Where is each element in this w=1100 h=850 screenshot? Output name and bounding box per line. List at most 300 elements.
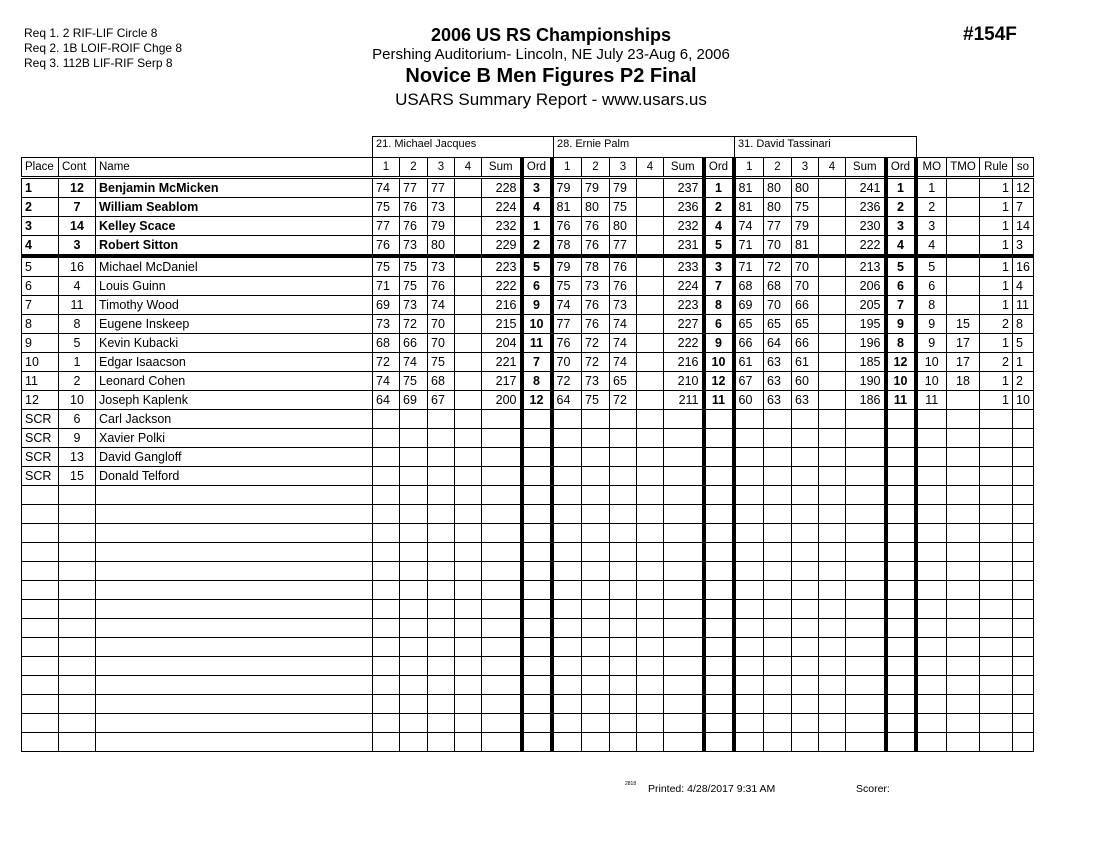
judge-1-score-2-cell: 69 — [400, 391, 428, 410]
judge-2-score-2-cell — [582, 562, 610, 581]
tmo-cell — [947, 695, 980, 714]
judge-1-score-1-cell — [373, 714, 400, 733]
judge-1-score-1-cell: 75 — [373, 256, 400, 277]
judge-3-score-2-cell — [764, 600, 792, 619]
judge-1-score-2-cell: 74 — [400, 353, 428, 372]
rule-cell — [980, 505, 1013, 524]
judge-1-score-3-cell: 67 — [428, 391, 455, 410]
skater-name-cell — [96, 562, 373, 581]
judge-2-score-1-cell — [552, 714, 582, 733]
skater-name-cell: Benjamin McMicken — [96, 178, 373, 198]
judge-1-score-3-cell — [428, 714, 455, 733]
place-cell — [22, 600, 59, 619]
tmo-cell: 17 — [947, 334, 980, 353]
judge-2-score-3-cell: 79 — [610, 178, 637, 198]
judge-1-score-4-cell — [455, 467, 482, 486]
judge-2-score-3-cell — [610, 581, 637, 600]
rule-cell — [980, 543, 1013, 562]
judge-3-sum-cell: 195 — [846, 315, 886, 334]
judge-1-ord-cell — [522, 410, 552, 429]
rule-cell — [980, 619, 1013, 638]
judge-1-score-2-cell — [400, 410, 428, 429]
place-cell: 12 — [22, 391, 59, 410]
judge-1-score-3-cell — [428, 467, 455, 486]
judge-3-ord-cell: 1 — [886, 178, 916, 198]
judge-3-score-1-cell — [734, 638, 764, 657]
judge-1-score-3-cell — [428, 657, 455, 676]
judge-3-ord-cell: 11 — [886, 391, 916, 410]
judge-1-score-2-cell — [400, 676, 428, 695]
judge-1-ord-cell: 5 — [522, 256, 552, 277]
judge-2-ord-cell — [704, 429, 734, 448]
judge-1-score-4-cell — [455, 410, 482, 429]
judge-2-score-1-cell — [552, 581, 582, 600]
judge-1-ord-cell: 6 — [522, 277, 552, 296]
judge-3-ord-cell — [886, 562, 916, 581]
judge-3-sum-cell: 185 — [846, 353, 886, 372]
skater-name-cell — [96, 505, 373, 524]
judge-1-ord-cell: 10 — [522, 315, 552, 334]
judge-1-score-1-cell: 74 — [373, 372, 400, 391]
judge-2-score-4-cell — [637, 714, 664, 733]
judge-3-ord-cell: 2 — [886, 198, 916, 217]
cont-cell — [59, 695, 96, 714]
so-cell — [1013, 524, 1034, 543]
judge-3-sum-cell — [846, 619, 886, 638]
judge-3-score-3-cell: 79 — [792, 217, 819, 236]
judge-3-ord-cell: 10 — [886, 372, 916, 391]
so-cell — [1013, 676, 1034, 695]
judge-2-ord-cell — [704, 505, 734, 524]
table-row — [22, 353, 1034, 372]
judge-1-score-3-cell — [428, 581, 455, 600]
rule-cell — [980, 448, 1013, 467]
skater-name-cell: Timothy Wood — [96, 296, 373, 315]
judge-2-score-1-cell — [552, 657, 582, 676]
judge-1-score-2-cell — [400, 505, 428, 524]
mo-cell — [916, 410, 947, 429]
judge-3-ord-cell: 5 — [886, 256, 916, 277]
judge-3-score-4-cell — [819, 198, 846, 217]
rule-cell: 2 — [980, 353, 1013, 372]
event-title: Novice B Men Figures P2 Final — [405, 65, 697, 87]
judge-3-score-2-cell: 70 — [764, 236, 792, 257]
judge-3-score-4-cell — [819, 676, 846, 695]
judge-1-sum-cell: 228 — [482, 178, 522, 198]
judge-2-score-3-cell: 75 — [610, 198, 637, 217]
judge-2-score-3-cell — [610, 600, 637, 619]
judge-2-score-1-cell: 75 — [552, 277, 582, 296]
skater-name-cell: Donald Telford — [96, 467, 373, 486]
judge-3-ord-cell — [886, 524, 916, 543]
judge-3-score-3-cell — [792, 733, 819, 752]
judge-2-score-4-cell — [637, 236, 664, 257]
judge-2-sum-cell — [664, 676, 704, 695]
rule-cell: 1 — [980, 296, 1013, 315]
judge-1-score-4-cell — [455, 657, 482, 676]
judge-1-score-4-cell — [455, 543, 482, 562]
judge-3-ord-cell — [886, 733, 916, 752]
cont-cell: 8 — [59, 315, 96, 334]
cont-cell — [59, 676, 96, 695]
judge-2-sum-cell — [664, 714, 704, 733]
judge-1-score-3-cell — [428, 543, 455, 562]
judge-1-score-1-cell — [373, 619, 400, 638]
table-row — [22, 256, 1034, 277]
judge-2-ord-cell — [704, 733, 734, 752]
judge-2-score-3-cell — [610, 562, 637, 581]
judge-2-score-4-cell — [637, 277, 664, 296]
rule-cell — [980, 714, 1013, 733]
skater-name-cell: Xavier Polki — [96, 429, 373, 448]
judge-1-ord-cell — [522, 733, 552, 752]
judge-3-ord-cell — [886, 657, 916, 676]
judge-1-score-1-cell: 77 — [373, 217, 400, 236]
judge-3-score-4-cell — [819, 217, 846, 236]
judge-2-score-2-cell: 80 — [582, 198, 610, 217]
judge-3-score-2-cell — [764, 733, 792, 752]
col-j1-s3: 3 — [428, 158, 455, 178]
judge-1-score-2-cell — [400, 600, 428, 619]
judge-2-ord-cell: 11 — [704, 391, 734, 410]
judge-2-score-1-cell: 70 — [552, 353, 582, 372]
judge-3-ord-cell — [886, 638, 916, 657]
judge-2-score-4-cell — [637, 296, 664, 315]
skater-name-cell: Robert Sitton — [96, 236, 373, 257]
judge-2-score-1-cell — [552, 410, 582, 429]
col-j2-s4: 4 — [637, 158, 664, 178]
table-row — [22, 505, 1034, 524]
judge-2-sum-cell — [664, 600, 704, 619]
tmo-cell — [947, 217, 980, 236]
judge-3-score-4-cell — [819, 236, 846, 257]
rule-cell: 2 — [980, 315, 1013, 334]
judge-3-score-2-cell — [764, 448, 792, 467]
judge-3-score-4-cell — [819, 372, 846, 391]
judge-3-sum-cell: 241 — [846, 178, 886, 198]
judge-2-score-2-cell: 79 — [582, 178, 610, 198]
cont-cell — [59, 600, 96, 619]
place-cell — [22, 562, 59, 581]
judge-2-score-2-cell: 78 — [582, 256, 610, 277]
mo-cell: 11 — [916, 391, 947, 410]
judge-2-sum-cell: 236 — [664, 198, 704, 217]
tmo-cell — [947, 714, 980, 733]
judge-1-score-2-cell: 75 — [400, 277, 428, 296]
judge-1-score-4-cell — [455, 198, 482, 217]
judge-1-score-3-cell: 73 — [428, 256, 455, 277]
judge-1-score-3-cell: 73 — [428, 198, 455, 217]
judge-1-score-2-cell — [400, 543, 428, 562]
mo-cell — [916, 714, 947, 733]
judge-2-ord-cell: 5 — [704, 236, 734, 257]
rule-cell — [980, 429, 1013, 448]
judge-1-score-4-cell — [455, 638, 482, 657]
judge-1-score-2-cell — [400, 657, 428, 676]
tmo-cell — [947, 429, 980, 448]
skater-name-cell — [96, 714, 373, 733]
rule-cell: 1 — [980, 256, 1013, 277]
judge-1-score-1-cell — [373, 600, 400, 619]
judge-3-score-4-cell — [819, 524, 846, 543]
judge-3-score-4-cell — [819, 505, 846, 524]
so-cell: 16 — [1013, 256, 1034, 277]
judge-1-sum-cell — [482, 733, 522, 752]
judge-1-ord-cell: 7 — [522, 353, 552, 372]
judge-2-score-4-cell — [637, 372, 664, 391]
judge-1-ord-cell — [522, 676, 552, 695]
judge-3-score-1-cell — [734, 486, 764, 505]
judge-3-score-2-cell: 70 — [764, 296, 792, 315]
judge-2-score-2-cell — [582, 657, 610, 676]
judge-2-ord-cell — [704, 600, 734, 619]
col-j2-s3: 3 — [610, 158, 637, 178]
judge-3-sum-cell — [846, 638, 886, 657]
judge-3-sum-cell: 236 — [846, 198, 886, 217]
judge-3-ord-cell — [886, 543, 916, 562]
cont-cell — [59, 505, 96, 524]
judge-1-score-1-cell — [373, 486, 400, 505]
judge-3-score-4-cell — [819, 695, 846, 714]
judge-1-score-4-cell — [455, 277, 482, 296]
column-header-row — [22, 158, 1034, 178]
judge-1-score-4-cell — [455, 676, 482, 695]
judge-2-sum-cell: 223 — [664, 296, 704, 315]
judge-3-sum-cell: 222 — [846, 236, 886, 257]
judge-3-sum-cell — [846, 714, 886, 733]
judge-2-ord-cell — [704, 524, 734, 543]
judge-2-score-4-cell — [637, 315, 664, 334]
judge-1-score-1-cell: 68 — [373, 334, 400, 353]
judge-1-ord-cell — [522, 714, 552, 733]
tmo-cell — [947, 543, 980, 562]
judge-2-score-4-cell — [637, 217, 664, 236]
judge-3-sum-cell — [846, 581, 886, 600]
judge-3-ord-cell — [886, 695, 916, 714]
judge-2-sum-cell — [664, 524, 704, 543]
col-j2-s1: 1 — [552, 158, 582, 178]
mo-cell: 9 — [916, 315, 947, 334]
mo-cell: 1 — [916, 178, 947, 198]
so-cell — [1013, 505, 1034, 524]
judge-1-score-4-cell — [455, 353, 482, 372]
judge-3-sum-cell: 186 — [846, 391, 886, 410]
judge-1-score-1-cell — [373, 467, 400, 486]
judge-3-ord-cell — [886, 486, 916, 505]
judge-3-score-2-cell: 65 — [764, 315, 792, 334]
table-row — [22, 410, 1034, 429]
judge-1-ord-cell — [522, 448, 552, 467]
judge-2-sum-cell — [664, 581, 704, 600]
judge-1-score-1-cell — [373, 695, 400, 714]
cont-cell — [59, 714, 96, 733]
tmo-cell — [947, 410, 980, 429]
skater-name-cell: Eugene Inskeep — [96, 315, 373, 334]
skater-name-cell: Louis Guinn — [96, 277, 373, 296]
mo-cell — [916, 505, 947, 524]
tmo-cell — [947, 256, 980, 277]
judge-2-ord-cell — [704, 714, 734, 733]
judge-1-score-2-cell — [400, 562, 428, 581]
judge-3-score-2-cell — [764, 467, 792, 486]
judge-2-score-2-cell: 73 — [582, 372, 610, 391]
judge-2-score-4-cell — [637, 410, 664, 429]
judge-1-score-4-cell — [455, 236, 482, 257]
judge-2-score-1-cell — [552, 638, 582, 657]
judge-3-score-1-cell — [734, 695, 764, 714]
judge-1-score-3-cell — [428, 524, 455, 543]
judge-2-score-3-cell: 77 — [610, 236, 637, 257]
judge-2-score-3-cell — [610, 676, 637, 695]
table-row — [22, 217, 1034, 236]
judge-1-score-3-cell — [428, 410, 455, 429]
judge-3-sum-cell — [846, 486, 886, 505]
mo-cell: 8 — [916, 296, 947, 315]
col-tmo: TMO — [947, 158, 980, 178]
judge-1-score-4-cell — [455, 581, 482, 600]
judge-1-score-3-cell: 70 — [428, 315, 455, 334]
place-cell: 7 — [22, 296, 59, 315]
judge-2-score-3-cell — [610, 505, 637, 524]
judge-1-score-1-cell — [373, 733, 400, 752]
judge-3-sum-cell — [846, 505, 886, 524]
judge-2-score-1-cell — [552, 524, 582, 543]
judge-2-score-3-cell: 80 — [610, 217, 637, 236]
so-cell: 5 — [1013, 334, 1034, 353]
judge-3-score-3-cell — [792, 676, 819, 695]
judge-1-ord-cell — [522, 600, 552, 619]
judge-2-score-3-cell: 74 — [610, 353, 637, 372]
judge-1-score-4-cell — [455, 733, 482, 752]
judge-1-score-2-cell: 76 — [400, 198, 428, 217]
tmo-cell — [947, 657, 980, 676]
judge-1-score-3-cell — [428, 448, 455, 467]
judge-2-score-3-cell — [610, 467, 637, 486]
judge-3-ord-cell — [886, 581, 916, 600]
judge-2-score-2-cell — [582, 410, 610, 429]
judge-2-score-3-cell: 74 — [610, 315, 637, 334]
judge-3-ord-cell — [886, 505, 916, 524]
judge-3-ord-cell: 4 — [886, 236, 916, 257]
cont-cell: 15 — [59, 467, 96, 486]
table-row — [22, 467, 1034, 486]
mo-cell: 9 — [916, 334, 947, 353]
judge-2-score-2-cell — [582, 695, 610, 714]
judge-3-score-3-cell — [792, 562, 819, 581]
judge-2-score-3-cell — [610, 543, 637, 562]
judge-3-score-4-cell — [819, 733, 846, 752]
tmo-cell: 17 — [947, 353, 980, 372]
judge-1-sum-cell — [482, 467, 522, 486]
judge-1-score-3-cell: 70 — [428, 334, 455, 353]
tmo-cell — [947, 619, 980, 638]
judge-1-score-3-cell: 77 — [428, 178, 455, 198]
judge-2-score-2-cell: 73 — [582, 277, 610, 296]
col-j3-s1: 1 — [734, 158, 764, 178]
judge-3-sum-cell: 230 — [846, 217, 886, 236]
judge-3-sum-cell — [846, 562, 886, 581]
judge-2-sum-cell — [664, 505, 704, 524]
judge-3-sum-cell: 213 — [846, 256, 886, 277]
judge-1-sum-cell — [482, 657, 522, 676]
judge-3-score-2-cell: 72 — [764, 256, 792, 277]
judge-3-score-4-cell — [819, 543, 846, 562]
tmo-cell — [947, 467, 980, 486]
judge-1-sum-cell — [482, 695, 522, 714]
judge-3-sum-cell — [846, 733, 886, 752]
judge-3-score-3-cell: 75 — [792, 198, 819, 217]
rule-cell — [980, 638, 1013, 657]
judge-3-score-4-cell — [819, 334, 846, 353]
judge-2-score-2-cell — [582, 676, 610, 695]
judge-2-ord-cell: 2 — [704, 198, 734, 217]
requirement-3: Req 3. 112B LIF-RIF Serp 8 — [24, 56, 173, 70]
judge-2-score-4-cell — [637, 676, 664, 695]
requirement-2: Req 2. 1B LOIF-ROIF Chge 8 — [24, 41, 183, 55]
so-cell — [1013, 448, 1034, 467]
judge-2-sum-cell — [664, 562, 704, 581]
mo-cell — [916, 657, 947, 676]
judge-2-ord-cell — [704, 638, 734, 657]
so-cell: 12 — [1013, 178, 1034, 198]
judge-1-score-3-cell — [428, 486, 455, 505]
col-cont: Cont — [59, 158, 96, 178]
judge-2-score-3-cell — [610, 638, 637, 657]
rule-cell: 1 — [980, 372, 1013, 391]
judge-3-score-3-cell — [792, 619, 819, 638]
skater-name-cell: Kelley Scace — [96, 217, 373, 236]
so-cell: 2 — [1013, 372, 1034, 391]
tmo-cell — [947, 638, 980, 657]
judge-3-score-1-cell — [734, 581, 764, 600]
judge-1-score-4-cell — [455, 391, 482, 410]
mo-cell — [916, 581, 947, 600]
skater-name-cell: Joseph Kaplenk — [96, 391, 373, 410]
place-cell: 6 — [22, 277, 59, 296]
tmo-cell — [947, 236, 980, 257]
judge-1-sum-cell: 224 — [482, 198, 522, 217]
judge-3-score-3-cell — [792, 467, 819, 486]
place-cell: SCR — [22, 448, 59, 467]
judge-2-score-2-cell — [582, 429, 610, 448]
skater-name-cell — [96, 581, 373, 600]
judge-1-score-2-cell — [400, 619, 428, 638]
judge-3-score-4-cell — [819, 486, 846, 505]
judge-2-score-1-cell — [552, 543, 582, 562]
judge-1-sum-cell — [482, 562, 522, 581]
so-cell — [1013, 486, 1034, 505]
judge-1-sum-cell — [482, 714, 522, 733]
judge-3-score-4-cell — [819, 657, 846, 676]
judge-2-score-2-cell: 75 — [582, 391, 610, 410]
judge-1-sum-cell: 217 — [482, 372, 522, 391]
tmo-cell — [947, 277, 980, 296]
judge-1-ord-cell — [522, 581, 552, 600]
judge-2-score-2-cell: 72 — [582, 334, 610, 353]
col-j1-s1: 1 — [373, 158, 400, 178]
event-number: #154F — [963, 24, 1017, 45]
mo-cell: 6 — [916, 277, 947, 296]
judge-1-ord-cell: 1 — [522, 217, 552, 236]
rule-cell — [980, 695, 1013, 714]
judge-1-score-2-cell: 73 — [400, 236, 428, 257]
judge-2-score-1-cell — [552, 619, 582, 638]
judge-1-score-4-cell — [455, 315, 482, 334]
judge-3-score-3-cell: 63 — [792, 391, 819, 410]
judge-3-score-1-cell — [734, 524, 764, 543]
place-cell: 8 — [22, 315, 59, 334]
place-cell — [22, 695, 59, 714]
